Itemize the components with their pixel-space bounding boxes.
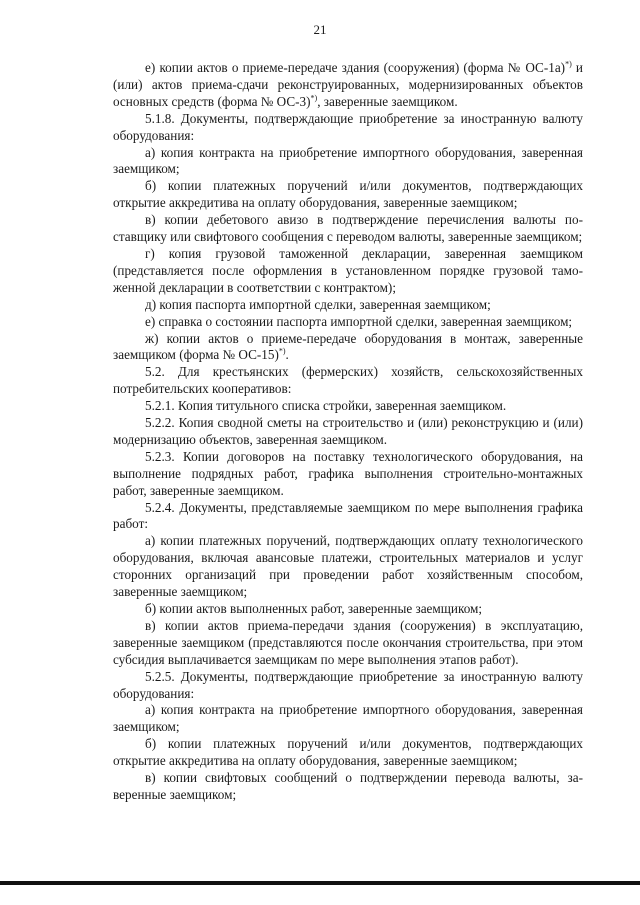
paragraph-5-1-8-zh: ж) копии актов о приеме-передаче оборудования в монтаж, заверенные заемщиком (форма № ОС-15)*).: [113, 330, 583, 363]
page-number: 21: [313, 22, 327, 37]
document-body: [113, 60, 583, 804]
paragraph-5-2-5-a: а) копия контракта на приобретение импортного оборудования, заверенная заемщиком;: [113, 702, 583, 735]
paragraph-5-2-5-v: в) копии свифтовых сообщений о подтверждении перевода валюты, заверенные заемщиком;: [113, 770, 583, 802]
paragraph-5-1-8: 5.1.8. Документы, подтверждающие приобретение за иностранную валюту оборудования:: [113, 110, 583, 143]
page-bottom-rule: [0, 881, 640, 885]
paragraph-5-1-8-g: г) копия грузовой таможенной декларации, заверенная заемщиком (представляется после оформления в установленном порядке грузовой таможенной декларации в соответствии с контрактом);: [113, 245, 583, 295]
paragraph-5-2-4-v: в) копии актов приема-передачи здания (сооружения) в эксплуатацию, заверенные заемщиком (представляются после окончания строительства, при этом субсидия выплачивается заемщикам по мере выполнения этапов работ).: [113, 617, 583, 667]
paragraph-5-2: 5.2. Для крестьянских (фермерских) хозяйств, сельскохозяйственных потребительских кооперативов:: [113, 364, 583, 397]
paragraph-5-2-4-b: б) копии актов выполненных работ, заверенные заемщиком;: [145, 601, 483, 616]
paragraph-5-2-5-b: б) копии платежных поручений и/или документов, подтверждающих открытие аккредитива на оплату оборудования, заверенные заемщиком;: [113, 736, 583, 769]
paragraph-5-2-4-a: а) копии платежных поручений, подтверждающих оплату технологического оборудования, включая авансовые платежи, строительных материалов и услуг сторонних организаций при проведении работ хозяйственным способом, заверенные заемщиком;: [113, 533, 583, 600]
paragraph-5-1-8-a: а) копия контракта на приобретение импортного оборудования, заверенная заемщиком;: [113, 144, 583, 177]
paragraph-5-1-8-v: в) копии дебетового авизо в подтверждение перечисления валюты поставщику или свифтового сообщения с переводом валюты, заверенные заемщиком;: [113, 212, 583, 245]
paragraph-5-2-2: 5.2.2. Копия сводной сметы на строительство и (или) реконструкцию и (или) модернизацию объектов, заверенная заемщиком.: [113, 415, 583, 447]
paragraph-e-acts-os1a: е) копии актов о приеме-передаче здания (сооружения) (форма № ОС-1а)*) и (или) актов приема-сдачи реконструированных, модернизированных объектов основных средств (форма № ОС-3)*), заверенные заемщиком.: [113, 59, 583, 109]
paragraph-5-2-1: 5.2.1. Копия титульного списка стройки, заверенная заемщиком.: [145, 398, 507, 414]
paragraph-5-1-8-b: б) копии платежных поручений и/или документов, подтверждающих открытие аккредитива на оплату оборудования, заверенные заемщиком;: [113, 178, 583, 211]
paragraph-5-2-4: 5.2.4. Документы, представляемые заемщиком по мере выполнения графика работ:: [113, 499, 583, 532]
paragraph-5-1-8-d: д) копия паспорта импортной сделки, заверенная заемщиком;: [145, 296, 491, 312]
paragraph-5-1-8-e: е) справка о состоянии паспорта импортной сделки, заверенная заемщиком;: [145, 313, 573, 329]
paragraph-5-2-5: 5.2.5. Документы, подтверждающие приобретение за иностранную валюту оборудования:: [113, 668, 583, 701]
paragraph-5-2-3: 5.2.3. Копии договоров на поставку технологического оборудования, на выполнение подрядных работ, графика выполнения строительно-монтажных работ, заверенные заемщиком.: [113, 448, 583, 498]
